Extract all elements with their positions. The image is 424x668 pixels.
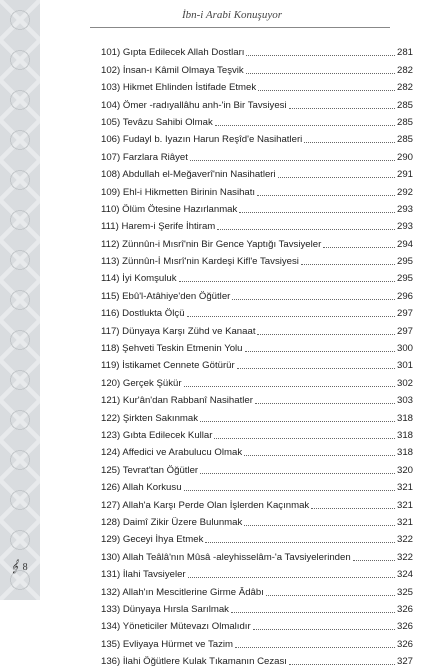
toc-entry	[101, 303, 413, 320]
toc-leader-dots	[304, 142, 395, 143]
toc-entry	[101, 216, 413, 233]
toc-entry-title: 110) Ölüm Ötesine Hazırlanmak	[101, 203, 238, 215]
toc-leader-dots	[184, 490, 395, 491]
toc-entry	[101, 181, 413, 198]
toc-entry-title: 136) İlahi Öğütlere Kulak Tıkamanın Cezası	[101, 656, 287, 668]
toc-entry	[101, 512, 413, 529]
toc-entry-page: 322	[396, 551, 413, 563]
toc-entry-title: 126) Allah Korkusu	[101, 482, 182, 494]
toc-entry-title: 125) Tevrat'tan Öğütler	[101, 464, 199, 476]
toc-entry-title: 131) İlahi Tavsiyeler	[101, 569, 186, 581]
toc-entry-title: 109) Ehl-i Hikmetten Birinin Nasihatı	[101, 186, 256, 198]
toc-entry-page: 324	[396, 569, 413, 581]
toc-leader-dots	[244, 455, 395, 456]
toc-leader-dots	[257, 195, 395, 196]
toc-leader-dots	[278, 177, 395, 178]
toc-entry-title: 128) Daimî Zikir Üzere Bulunmak	[101, 516, 243, 528]
toc-leader-dots	[237, 368, 395, 369]
toc-entry-title: 133) Dünyaya Hırsla Sarılmak	[101, 603, 229, 615]
toc-entry	[101, 164, 413, 181]
toc-leader-dots	[188, 577, 395, 578]
toc-entry-page: 290	[396, 151, 413, 163]
toc-leader-dots	[289, 108, 395, 109]
toc-entry-title: 127) Allah'a Karşı Perde Olan İşlerden Kaçınmak	[101, 499, 310, 511]
toc-entry	[101, 233, 413, 250]
toc-entry-title: 120) Gerçek Şükür	[101, 377, 182, 389]
toc-entry	[101, 94, 413, 111]
toc-entry-page: 326	[396, 621, 413, 633]
toc-entry-title: 104) Ömer -radıyallâhu anh-'in Bir Tavsiyesi	[101, 99, 287, 111]
toc-leader-dots	[205, 542, 395, 543]
toc-entry-title: 111) Harem-i Şerife İhtiram	[101, 221, 216, 233]
toc-entry	[101, 338, 413, 355]
toc-entry-page: 282	[396, 64, 413, 76]
toc-entry-title: 121) Kur'ân'dan Rabbanî Nasihatler	[101, 395, 253, 407]
toc-entry-title: 102) İnsan-ı Kâmil Olmaya Teşvik	[101, 64, 244, 76]
toc-entry-page: 281	[396, 47, 413, 59]
toc-entry	[101, 146, 413, 163]
toc-entry-title: 108) Abdullah el-Meğaverî'nin Nasihatleri	[101, 169, 276, 181]
toc-entry	[101, 268, 413, 285]
toc-entry	[101, 77, 413, 94]
toc-entry-title: 106) Fudayl b. Iyazın Harun Reşîd'e Nasihatleri	[101, 134, 303, 146]
running-header: İbn-i Arabi Konuşuyor	[181, 9, 283, 21]
toc-entry-title: 119) İstikamet Cennete Götürür	[101, 360, 235, 372]
toc-entry	[101, 251, 413, 268]
toc-entry-page: 294	[396, 238, 413, 250]
toc-entry-page: 318	[396, 429, 413, 441]
toc-entry-page: 285	[396, 134, 413, 146]
toc-entry-page: 301	[396, 360, 413, 372]
toc-leader-dots	[258, 90, 395, 91]
toc-entry-page: 318	[396, 447, 413, 459]
toc-entry	[101, 425, 413, 442]
toc-entry-page: 321	[396, 499, 413, 511]
footer-ornament-icon: 𝄞	[11, 559, 19, 573]
toc-leader-dots	[200, 421, 395, 422]
toc-entry-page: 297	[396, 308, 413, 320]
toc-leader-dots	[246, 55, 395, 56]
toc-entry	[101, 59, 413, 76]
toc-leader-dots	[323, 247, 395, 248]
toc-entry-title: 132) Allah'ın Mescitlerine Girme Âdâbı	[101, 586, 264, 598]
toc-entry-page: 320	[396, 464, 413, 476]
toc-entry-page: 321	[396, 516, 413, 528]
toc-entry	[101, 442, 413, 459]
toc-entry-title: 118) Şehveti Teskin Etmenin Yolu	[101, 343, 243, 355]
toc-entry	[101, 599, 413, 616]
toc-leader-dots	[301, 264, 395, 265]
toc-leader-dots	[215, 125, 395, 126]
toc-entry	[101, 477, 413, 494]
toc-entry-page: 285	[396, 99, 413, 111]
toc-entry-page: 300	[396, 343, 413, 355]
toc-entry-page: 326	[396, 603, 413, 615]
toc-entry	[101, 390, 413, 407]
toc-leader-dots	[353, 560, 395, 561]
toc-entry-title: 113) Zünnûn-İ Mısrî'nin Kardeşi Kifl'e Tavsiyesi	[101, 256, 299, 268]
toc-leader-dots	[184, 386, 395, 387]
page-footer	[11, 559, 28, 574]
toc-leader-dots	[235, 647, 395, 648]
toc-entry	[101, 199, 413, 216]
toc-entry-title: 112) Zünnûn-i Mısrî'nin Bir Gence Yaptığı Tavsiyeler	[101, 238, 322, 250]
toc-entry	[101, 285, 413, 302]
toc-entry-title: 105) Tevâzu Sahibi Olmak	[101, 116, 213, 128]
toc-entry-title: 135) Evliyaya Hürmet ve Tazim	[101, 638, 234, 650]
toc-entry	[101, 129, 413, 146]
toc-entry-page: 327	[396, 656, 413, 668]
toc-entry-page: 292	[396, 186, 413, 198]
toc-entry-title: 122) Şirkten Sakınmak	[101, 412, 199, 424]
toc-entry-page: 291	[396, 169, 413, 181]
toc-entry	[101, 42, 413, 59]
toc-leader-dots	[255, 403, 395, 404]
toc-leader-dots	[239, 212, 395, 213]
toc-entry-page: 303	[396, 395, 413, 407]
toc-leader-dots	[232, 299, 395, 300]
toc-leader-dots	[257, 334, 395, 335]
toc-entry-title: 101) Gıpta Edilecek Allah Dostları	[101, 47, 245, 59]
toc-entry	[101, 459, 413, 476]
toc-entry-page: 295	[396, 256, 413, 268]
toc-entry-page: 296	[396, 290, 413, 302]
toc-entry	[101, 320, 413, 337]
table-of-contents	[101, 42, 413, 668]
toc-leader-dots	[244, 525, 395, 526]
toc-entry-title: 129) Geceyi İhya Etmek	[101, 534, 204, 546]
toc-leader-dots	[187, 316, 395, 317]
toc-entry-page: 302	[396, 377, 413, 389]
toc-entry	[101, 546, 413, 563]
toc-entry-title: 114) İyi Komşuluk	[101, 273, 177, 285]
toc-leader-dots	[246, 73, 395, 74]
toc-leader-dots	[214, 438, 395, 439]
toc-entry-page: 325	[396, 586, 413, 598]
toc-entry-page: 295	[396, 273, 413, 285]
toc-entry	[101, 529, 413, 546]
toc-entry-page: 297	[396, 325, 413, 337]
toc-leader-dots	[311, 508, 395, 509]
toc-entry-page: 293	[396, 203, 413, 215]
toc-entry-page: 318	[396, 412, 413, 424]
toc-entry-page: 326	[396, 638, 413, 650]
toc-leader-dots	[266, 595, 395, 596]
toc-entry	[101, 651, 413, 668]
toc-entry	[101, 355, 413, 372]
toc-leader-dots	[253, 629, 395, 630]
toc-entry-page: 293	[396, 221, 413, 233]
toc-leader-dots	[200, 473, 395, 474]
toc-entry-page: 322	[396, 534, 413, 546]
toc-leader-dots	[231, 612, 395, 613]
toc-entry-title: 130) Allah Teâlâ'nın Mûsâ -aleyhisselâm-'a Tavsiyelerinden	[101, 551, 351, 563]
toc-entry	[101, 616, 413, 633]
toc-entry-title: 103) Hikmet Ehlinden İstifade Etmek	[101, 82, 257, 94]
toc-entry	[101, 581, 413, 598]
toc-entry	[101, 564, 413, 581]
decorative-side-pattern	[0, 0, 40, 600]
page-number: 8	[22, 562, 28, 573]
toc-entry-title: 117) Dünyaya Karşı Zühd ve Kanaat	[101, 325, 256, 337]
toc-entry-title: 107) Farzlara Riâyet	[101, 151, 188, 163]
toc-entry	[101, 407, 413, 424]
toc-entry	[101, 372, 413, 389]
toc-entry	[101, 633, 413, 650]
toc-entry-title: 116) Dostlukta Ölçü	[101, 308, 185, 320]
toc-entry-page: 282	[396, 82, 413, 94]
toc-entry-title: 134) Yöneticiler Mütevazı Olmalıdır	[101, 621, 251, 633]
toc-entry-title: 124) Affedici ve Arabulucu Olmak	[101, 447, 243, 459]
toc-entry-page: 321	[396, 482, 413, 494]
toc-leader-dots	[245, 351, 395, 352]
toc-leader-dots	[289, 664, 395, 665]
toc-leader-dots	[179, 281, 395, 282]
toc-entry	[101, 494, 413, 511]
toc-entry	[101, 112, 413, 129]
toc-leader-dots	[190, 160, 395, 161]
toc-entry-page: 285	[396, 116, 413, 128]
toc-leader-dots	[217, 229, 395, 230]
toc-entry-title: 115) Ebû'l-Atâhiye'den Öğütler	[101, 290, 231, 302]
header-divider	[90, 27, 390, 28]
toc-entry-title: 123) Gıbta Edilecek Kullar	[101, 429, 213, 441]
